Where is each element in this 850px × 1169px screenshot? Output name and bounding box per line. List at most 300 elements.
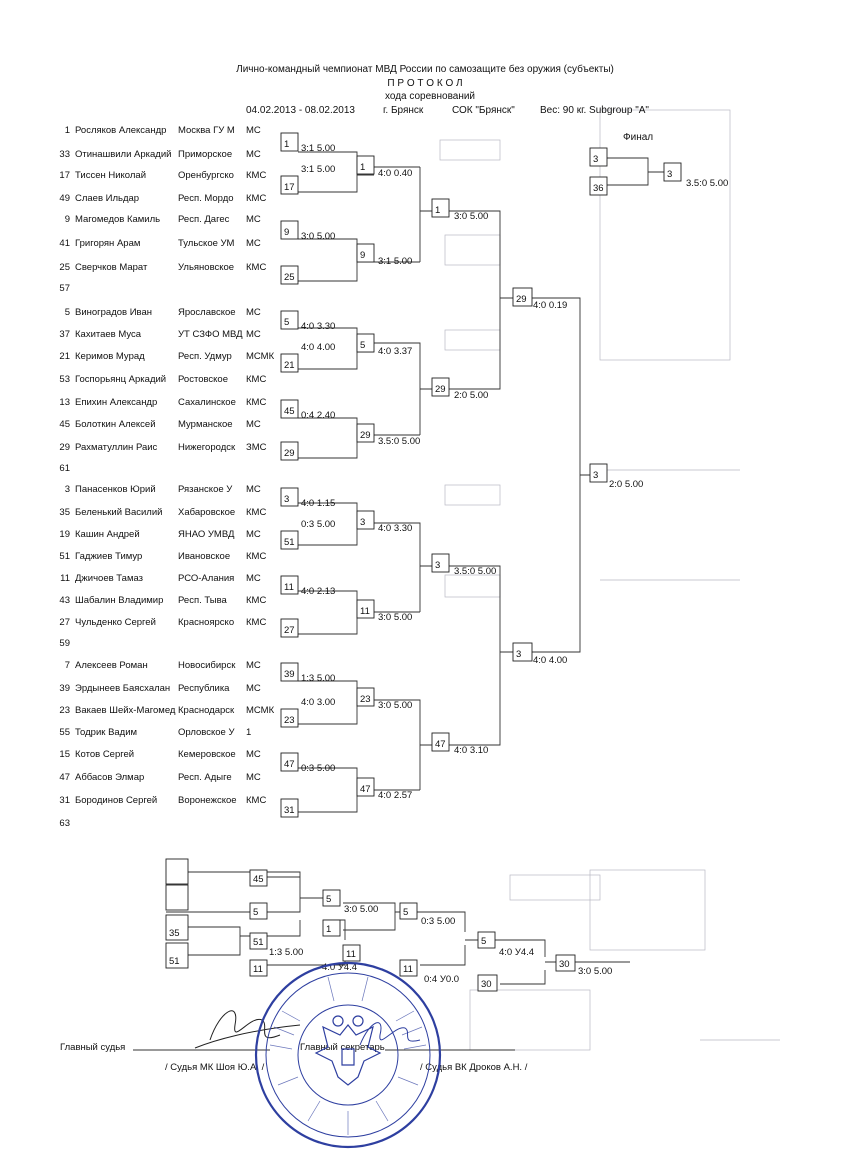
final-box-b-number: 36 (593, 183, 604, 194)
athlete-number: 39 (59, 683, 70, 694)
r3-box (432, 199, 449, 217)
athlete-region: Кемеровское (178, 749, 236, 760)
final-result: 3.5:0 5.00 (686, 178, 729, 189)
r1-box-b (281, 799, 298, 817)
athlete-rank: КМС (246, 551, 267, 562)
r2-box-number: 29 (360, 430, 371, 441)
semifinal-box (513, 288, 532, 306)
athlete-name: Эрдынеев Баясхалан (75, 683, 171, 694)
athlete-number: 13 (59, 397, 70, 408)
r2-box (357, 600, 374, 618)
r2-result: 4:0 3.37 (378, 346, 413, 357)
r2-box-number: 11 (360, 606, 370, 617)
athlete-rank: КМС (246, 170, 267, 181)
athlete-region: Респ. Адыге (178, 772, 232, 783)
rep-r1-top-a-frame (166, 859, 188, 884)
rep-r1-bottom-a-number: 35 (169, 928, 180, 939)
athlete-name: Слаев Ильдар (75, 193, 140, 204)
athlete-region: Нижегородск (178, 442, 236, 453)
rep-r3-low-winner (400, 960, 417, 976)
athlete-rank: МС (246, 573, 261, 584)
r2-result: 3:0 5.00 (378, 612, 413, 623)
r1-result-b: 3:1 5.00 (301, 164, 336, 175)
chief-secretary-name: / Судья ВК Дроков А.Н. / (420, 1062, 528, 1073)
athlete-row (59, 419, 260, 430)
rep-r2-top-b (250, 903, 267, 919)
r2-result: 4:0 3.30 (378, 523, 413, 534)
athlete-rank: КМС (246, 374, 267, 385)
semifinal-box (513, 643, 532, 661)
bleed-through-ghost (440, 110, 780, 1050)
r1-box-a-number: 47 (284, 759, 295, 770)
r2-box-number: 23 (360, 694, 371, 705)
athlete-region: Орловское У (178, 727, 235, 738)
athlete-rank: КМС (246, 595, 267, 606)
r1-result-a: 0:4 2.40 (301, 410, 336, 421)
protocol-heading: П Р О Т О К О Л (387, 78, 463, 89)
r1-box-b-number: 21 (284, 360, 295, 371)
r1-result-a: 4:0 2.13 (301, 586, 336, 597)
rep-r2-top-result: 3:0 5.00 (344, 904, 379, 915)
athlete-number: 19 (59, 529, 70, 540)
athlete-name: Кахитаев Муса (75, 329, 142, 340)
judge-signature (195, 1011, 300, 1048)
athlete-name: Сверчков Марат (75, 262, 148, 273)
rep-r1-bottom-b-number: 51 (169, 956, 180, 967)
rep-r3-a (323, 890, 340, 906)
rep-r2-bottom-b-number: 11 (253, 964, 263, 975)
athlete-row (59, 283, 70, 294)
athlete-rank: МС (246, 329, 261, 340)
competition-dates: 04.02.2013 - 08.02.2013 (246, 105, 355, 116)
athlete-name: Котов Сергей (75, 749, 135, 760)
athlete-region: Тульское УМ (178, 238, 235, 249)
rep-r1-top-b (166, 885, 188, 910)
r1-box-b (281, 709, 298, 727)
athlete-row (59, 351, 274, 362)
r1-box-a (281, 753, 298, 771)
athlete-name: Панасенков Юрий (75, 484, 156, 495)
athlete-name: Алексеев Роман (75, 660, 148, 671)
r1-result-a: 3:0 5.00 (301, 231, 336, 242)
athlete-rank: МС (246, 419, 261, 430)
athlete-number: 53 (59, 374, 70, 385)
r1-box-b (281, 442, 298, 460)
athlete-number: 51 (59, 551, 70, 562)
athlete-number: 21 (59, 351, 70, 362)
athlete-number: 15 (59, 749, 70, 760)
r2-box-number: 47 (360, 784, 371, 795)
athlete-name: Гаджиев Тимур (75, 551, 143, 562)
athlete-region: УТ СЗФО МВД (178, 329, 243, 340)
athlete-row (59, 507, 266, 518)
r1-box-a-number: 5 (284, 317, 290, 328)
athlete-number: 25 (59, 262, 70, 273)
athlete-name: Болоткин Алексей (75, 419, 156, 430)
athlete-number: 11 (60, 573, 70, 584)
rep-r2-bottom-b (250, 960, 267, 976)
final-label: Финал (623, 132, 654, 143)
athlete-name: Бородинов Сергей (75, 795, 158, 806)
athlete-region: Москва ГУ М (178, 125, 235, 136)
athlete-name: Магомедов Камиль (75, 214, 161, 225)
athlete-region: Респ. Мордо (178, 193, 234, 204)
r2-box (357, 244, 374, 262)
r3-box-number: 1 (435, 205, 441, 216)
competition-venue: СОК "Брянск" (452, 105, 515, 116)
athlete-rank: КМС (246, 795, 267, 806)
final-box-a-number: 3 (593, 154, 599, 165)
r2-box-number: 3 (360, 517, 366, 528)
bracket-lines (166, 152, 680, 984)
final-box-a (590, 148, 607, 166)
final-box-b (590, 177, 607, 195)
r3-box (432, 733, 449, 751)
r2-result: 3.5:0 5.00 (378, 436, 421, 447)
athlete-number: 41 (59, 238, 70, 249)
r3-result: 2:0 5.00 (454, 390, 489, 401)
r2-result: 4:0 0.40 (378, 168, 413, 179)
athlete-row (59, 397, 266, 408)
r2-result: 3:0 5.00 (378, 700, 413, 711)
rep-r3-a-number: 5 (326, 894, 332, 905)
signature-block (60, 1011, 528, 1073)
athlete-row (59, 749, 260, 760)
athlete-name: Росляков Александр (75, 125, 167, 136)
athlete-row (59, 772, 260, 783)
athlete-rank: МСМК (246, 351, 275, 362)
athlete-row (59, 442, 266, 453)
athlete-number: 17 (59, 170, 70, 181)
athlete-number: 57 (59, 283, 70, 294)
athlete-number: 3 (64, 484, 70, 495)
athlete-rank: МС (246, 683, 261, 694)
protocol-subtitle: хода соревнований (384, 91, 476, 102)
athlete-name: Госпорьянц Аркадий (75, 374, 167, 385)
athlete-name: Аббасов Элмар (75, 772, 145, 783)
semifinal-result: 4:0 4.00 (533, 655, 568, 666)
r3-box (432, 378, 449, 396)
r3-box-number: 29 (435, 384, 446, 395)
r1-result-b: 4:0 3.00 (301, 697, 336, 708)
rep-r2-bottom-winner (343, 945, 360, 961)
r2-box (357, 688, 374, 706)
rep-r3-winner (400, 903, 417, 919)
rep-r2-top-a-number: 45 (253, 874, 264, 885)
rep-r3-b (323, 920, 340, 936)
rep-r2-bottom-a-number: 51 (253, 937, 264, 948)
r1-box-a (281, 400, 298, 418)
r1-box-b (281, 176, 298, 194)
athlete-number: 31 (59, 795, 70, 806)
athlete-region: РСО-Алания (178, 573, 235, 584)
rep-r4-opponent (478, 975, 497, 991)
athlete-row (59, 329, 260, 340)
pool-final-box (590, 464, 607, 482)
athlete-name: Чульденко Сергей (75, 617, 156, 628)
pool-final-result: 2:0 5.00 (609, 479, 644, 490)
athlete-number: 5 (64, 307, 70, 318)
rep-r2-bottom-winner-number: 11 (346, 949, 356, 960)
athlete-rank: КМС (246, 507, 267, 518)
r1-result-b: 4:0 4.00 (301, 342, 336, 353)
r1-box-a-number: 11 (284, 582, 294, 593)
athlete-region: Республика (178, 683, 230, 694)
r2-result: 3:1 5.00 (378, 256, 413, 267)
athlete-region: Сахалинское (178, 397, 236, 408)
r1-box-b-number: 29 (284, 448, 295, 459)
athlete-region: Новосибирск (178, 660, 236, 671)
r1-box-a-number: 45 (284, 406, 295, 417)
athlete-rank: ЗМС (246, 442, 267, 453)
athlete-rank: МС (246, 660, 261, 671)
r1-box-b-number: 17 (284, 182, 295, 193)
athlete-name: Джичоев Тамаз (75, 573, 144, 584)
athlete-row (59, 705, 274, 716)
athlete-number: 49 (59, 193, 70, 204)
rep-r2-bottom-result: 4:0 У4.4 (322, 962, 358, 973)
athlete-number: 47 (59, 772, 70, 783)
rep-r5-winner (556, 955, 575, 971)
athlete-number: 27 (59, 617, 70, 628)
athlete-rank: КМС (246, 193, 267, 204)
athlete-number: 7 (64, 660, 70, 671)
athlete-number: 37 (59, 329, 70, 340)
official-stamp (256, 963, 440, 1147)
pool-final-box-number: 3 (593, 470, 599, 481)
r2-box-number: 5 (360, 340, 366, 351)
r2-box (357, 156, 374, 174)
athlete-number: 55 (59, 727, 70, 738)
rep-r2-top-b-number: 5 (253, 907, 259, 918)
athlete-region: Ульяновское (178, 262, 235, 273)
athlete-rank: МС (246, 307, 261, 318)
athlete-name: Шабалин Владимир (75, 595, 164, 606)
r1-box-b (281, 266, 298, 284)
athlete-row (59, 193, 266, 204)
athlete-number: 33 (59, 149, 70, 160)
athlete-number: 23 (59, 705, 70, 716)
rep-r3-low-result: 0:4 У0.0 (424, 974, 460, 985)
semifinal-result: 4:0 0.19 (533, 300, 568, 311)
rep-r3-result: 0:3 5.00 (421, 916, 456, 927)
rep-r1-bottom-a (166, 915, 188, 940)
athlete-rank: МС (246, 238, 261, 249)
rep-r4-winner-number: 5 (481, 936, 487, 947)
r3-box (432, 554, 449, 572)
rep-r5-result: 3:0 5.00 (578, 966, 613, 977)
protocol-header (236, 63, 649, 116)
athlete-number: 61 (59, 463, 70, 474)
athlete-name: Вакаев Шейх-Магомед (75, 705, 176, 716)
r1-result-a: 0:3 5.00 (301, 763, 336, 774)
athlete-name: Виноградов Иван (75, 307, 153, 318)
athlete-row (59, 638, 70, 649)
athlete-row (65, 125, 261, 136)
athlete-region: Ивановское (178, 551, 231, 562)
athlete-rank: МС (246, 749, 261, 760)
athlete-number: 29 (59, 442, 70, 453)
r2-box (357, 424, 374, 442)
athlete-rank: МС (246, 484, 261, 495)
athlete-number: 1 (64, 125, 70, 136)
athlete-row (59, 818, 70, 829)
athlete-rank: КМС (246, 397, 267, 408)
semifinal-box-number: 29 (516, 294, 527, 305)
athlete-row (60, 573, 261, 584)
r1-box-b (281, 619, 298, 637)
athlete-row (59, 617, 266, 628)
athlete-rank: КМС (246, 617, 267, 628)
r1-box-a (281, 663, 298, 681)
athlete-row (59, 595, 266, 606)
final-winner-box-number: 3 (667, 169, 673, 180)
championship-title: Лично-командный чемпионат МВД России по самозащите без оружия (субъекты) (236, 64, 614, 75)
r1-box-b-number: 25 (284, 272, 295, 283)
athlete-row (59, 551, 266, 562)
r1-box-a (281, 221, 298, 239)
athlete-row (59, 529, 260, 540)
competition-city: г. Брянск (383, 105, 424, 116)
athlete-number: 45 (59, 419, 70, 430)
athlete-rank: МС (246, 772, 261, 783)
athlete-row (59, 170, 266, 181)
r1-result-a: 3:1 5.00 (301, 143, 336, 154)
semifinal-box-number: 3 (516, 649, 522, 660)
r2-box-number: 1 (360, 162, 366, 173)
r3-box-number: 47 (435, 739, 446, 750)
athlete-rank: МС (246, 125, 261, 136)
athlete-row (59, 795, 266, 806)
rep-r3-low-winner-number: 11 (403, 964, 413, 975)
athlete-rank: МС (246, 214, 261, 225)
r1-box-b-number: 27 (284, 625, 295, 636)
athlete-name: Тодрик Вадим (75, 727, 138, 738)
athlete-number: 35 (59, 507, 70, 518)
r2-box (357, 778, 374, 796)
athlete-row (59, 463, 70, 474)
chief-secretary-label: Главный секретарь (300, 1042, 385, 1053)
athlete-row (59, 262, 266, 273)
r3-result: 3:0 5.00 (454, 211, 489, 222)
rep-r4-opponent-number: 30 (481, 979, 492, 990)
weight-category: Вес: 90 кг. Subgroup "A" (540, 105, 649, 116)
athlete-name: Отинашвили Аркадий (75, 149, 172, 160)
athlete-number: 63 (59, 818, 70, 829)
r2-box (357, 511, 374, 529)
athlete-rank: МС (246, 529, 261, 540)
r1-box-b-number: 23 (284, 715, 295, 726)
athlete-row (59, 149, 260, 160)
r1-result-a: 1:3 5.00 (301, 673, 336, 684)
rep-r1-top-b-frame (166, 885, 188, 910)
athlete-region: Респ. Дагес (178, 214, 230, 225)
athlete-region: Хабаровское (178, 507, 236, 518)
rep-r2-bottom-a (250, 933, 267, 949)
athlete-row (65, 214, 261, 225)
r1-box-b-number: 51 (284, 537, 295, 548)
rep-r5-winner-number: 30 (559, 959, 570, 970)
r1-box-a (281, 488, 298, 506)
athlete-rank: МС (246, 149, 261, 160)
athletes-list (59, 125, 274, 829)
athlete-region: Мурманское (178, 419, 233, 430)
r1-box-a-number: 3 (284, 494, 290, 505)
r2-box (357, 334, 374, 352)
athlete-row (59, 727, 251, 738)
athlete-number: 43 (59, 595, 70, 606)
athlete-number: 59 (59, 638, 70, 649)
r1-result-b: 0:3 5.00 (301, 519, 336, 530)
r3-result: 4:0 3.10 (454, 745, 489, 756)
r1-result-a: 4:0 1.15 (301, 498, 336, 509)
r1-result-a: 4:0 3.30 (301, 321, 336, 332)
athlete-name: Тиссен Николай (75, 170, 146, 181)
rep-r2-top-a (250, 870, 267, 886)
rep-r1-bottom-result: 1:3 5.00 (269, 947, 304, 958)
r1-box-a (281, 133, 298, 151)
athlete-row (65, 484, 261, 495)
rep-r3-b-number: 1 (326, 924, 332, 935)
rep-r4-result: 4:0 У4.4 (499, 947, 535, 958)
athlete-name: Керимов Мурад (75, 351, 145, 362)
athlete-rank: МСМК (246, 705, 275, 716)
chief-judge-name: / Судья МК Шоя Ю.А. / (165, 1062, 265, 1073)
athlete-region: Краснодарск (178, 705, 235, 716)
athlete-region: Ярославское (178, 307, 236, 318)
athlete-region: Воронежское (178, 795, 237, 806)
athlete-name: Григорян Арам (75, 238, 141, 249)
r2-box-number: 9 (360, 250, 366, 261)
athlete-row (65, 307, 261, 318)
r3-box-number: 3 (435, 560, 441, 571)
r1-box-a (281, 311, 298, 329)
athlete-region: Респ. Удмур (178, 351, 232, 362)
r1-box-b (281, 531, 298, 549)
athlete-region: Оренбургско (178, 170, 234, 181)
athlete-row (59, 683, 260, 694)
r3-result: 3.5:0 5.00 (454, 566, 497, 577)
rep-r1-top-a (166, 859, 188, 884)
athlete-region: Приморское (178, 149, 233, 160)
final-winner-box (664, 163, 681, 181)
athlete-name: Беленький Василий (75, 507, 163, 518)
athlete-name: Епихин Александр (75, 397, 158, 408)
rep-r4-winner (478, 932, 495, 948)
r1-box-a (281, 576, 298, 594)
athlete-name: Рахматуллин Раис (75, 442, 158, 453)
athlete-number: 9 (64, 214, 70, 225)
athlete-region: Рязанское У (178, 484, 233, 495)
r1-box-b-number: 31 (284, 805, 295, 816)
athlete-region: ЯНАО УМВД (178, 529, 235, 540)
athlete-region: Красноярско (178, 617, 235, 628)
rep-r1-bottom-b (166, 943, 188, 968)
athlete-row (65, 660, 261, 671)
r1-box-a-number: 39 (284, 669, 295, 680)
athlete-region: Ростовское (178, 374, 229, 385)
athlete-rank: 1 (246, 727, 252, 738)
athlete-row (59, 374, 266, 385)
chief-judge-label: Главный судья (60, 1042, 126, 1053)
athlete-name: Кашин Андрей (75, 529, 140, 540)
athlete-row (59, 238, 260, 249)
athlete-region: Респ. Тыва (178, 595, 227, 606)
r1-box-b (281, 354, 298, 372)
r2-result: 4:0 2.57 (378, 790, 413, 801)
rep-r3-winner-number: 5 (403, 907, 409, 918)
r1-box-a-number: 9 (284, 227, 290, 238)
